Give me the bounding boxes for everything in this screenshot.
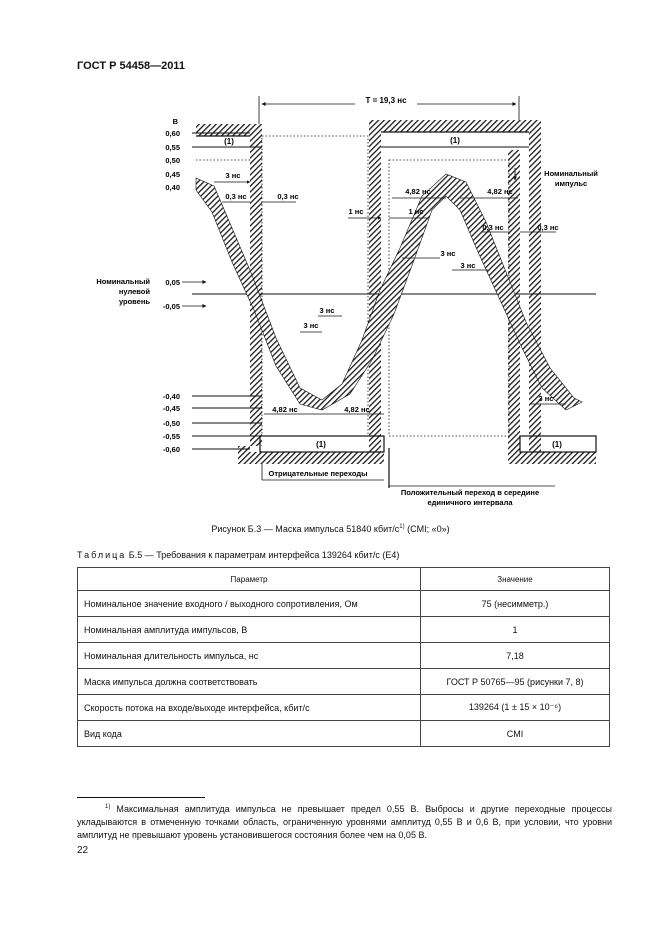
negative-transitions-label: Отрицательные переходы [268, 469, 368, 478]
mark-1-bottom: (1) [316, 440, 326, 449]
dim-3ns: 3 нс [460, 261, 476, 270]
y-tick: -0,50 [162, 419, 180, 428]
period-label: T = 19,3 нс [365, 96, 407, 105]
svg-text:нулевой: нулевой [118, 287, 150, 296]
dim-3ns: 3 нс [440, 249, 456, 258]
footnote-divider [77, 797, 205, 798]
parameters-table [77, 567, 610, 747]
mark-1-top-left: (1) [224, 137, 234, 146]
y-tick: 0,50 [165, 156, 180, 165]
dim-03ns: 0,3 нс [277, 192, 299, 201]
y-tick: 0,05 [165, 278, 180, 287]
col-header-parameter: Параметр [78, 568, 421, 591]
dim-03ns: 0,3 нс [482, 223, 504, 232]
table-row: Маска импульса должна соответствовать ГОСТ Р 50765—95 (рисунки 7, 8) [78, 669, 610, 695]
dim-3ns: 3 нс [303, 321, 319, 330]
y-tick: 0,40 [165, 183, 180, 192]
y-tick: 0,55 [165, 143, 180, 152]
table-row: Номинальная длительность импульса, нс 7,18 [78, 643, 610, 669]
dim-482ns: 4,82 нс [405, 187, 431, 196]
table-header-row [78, 568, 610, 591]
footnote: $^{1)}$ Максимальная амплитуда импульса не превышает предел 0,55 В. Выбросы и другие переходные процессы укладываются в отмеченную точками область, ограниченную уровнями амплитуд 0,55 В и 0,6 В, при условии, что уровни амплитуд не превышают уровень установившегося состояния более чем на 0,05 В. [77, 804, 612, 840]
dim-482ns: 4,82 нс [344, 405, 370, 414]
dim-1ns: 1 нс [408, 207, 424, 216]
mark-1-bottom-right: (1) [552, 440, 562, 449]
nominal-pulse-label [544, 169, 598, 188]
y-tick: -0,45 [162, 404, 180, 413]
y-tick: -0,40 [162, 392, 180, 401]
mark-1-top-right: (1) [450, 136, 460, 145]
y-tick: 0,45 [165, 170, 180, 179]
positive-transition-label: Положительный переход в середине [400, 488, 540, 497]
dim-03ns: 0,3 нс [225, 192, 247, 201]
dim-1ns: 1 нс [348, 207, 364, 216]
document-header: ГОСТ Р 54458—2011 [77, 60, 185, 72]
table-caption: Таблица Б.5 — Требования к параметрам интерфейса 139264 кбит/с (E4) [77, 550, 400, 560]
dim-482ns: 4,82 нс [272, 405, 298, 414]
dim-03ns: 0,3 нс [537, 223, 559, 232]
col-header-value: Значение [421, 568, 610, 591]
y-tick: -0,05 [162, 302, 180, 311]
page-number: 22 [77, 845, 89, 856]
table-row: Номинальная амплитуда импульсов, В 1 [78, 617, 610, 643]
dim-3ns: 3 нс [538, 394, 554, 403]
y-axis [163, 117, 180, 454]
dim-482ns: 4,82 нс [487, 187, 513, 196]
svg-text:уровень: уровень [118, 297, 150, 306]
svg-text:Номинальный: Номинальный [544, 169, 598, 178]
positive-transition-label-2: единичного интервала [427, 498, 513, 507]
y-unit: В [172, 117, 178, 126]
figure-caption: Рисунок Б.3 — Маска импульса 51840 кбит/$с^{1)}$ (CMI; «0») [211, 524, 450, 534]
y-tick: -0,55 [162, 432, 180, 441]
table-row: Номинальное значение входного / выходного сопротивления, Ом 75 (несимметр.) [78, 591, 610, 617]
svg-text:Номинальный: Номинальный [96, 277, 150, 286]
table-row: Скорость потока на входе/выходе интерфейса, кбит/с 139264 (1 ± 15 × 10⁻⁶) [78, 695, 610, 721]
y-tick: -0,60 [162, 445, 180, 454]
table-row: Вид кода CMI [78, 721, 610, 747]
dim-3ns: 3 нс [225, 171, 241, 180]
svg-text:импульс: импульс [554, 179, 588, 188]
dim-3ns: 3 нс [319, 306, 335, 315]
y-tick: 0,60 [165, 129, 180, 138]
nominal-zero-label [96, 277, 150, 306]
